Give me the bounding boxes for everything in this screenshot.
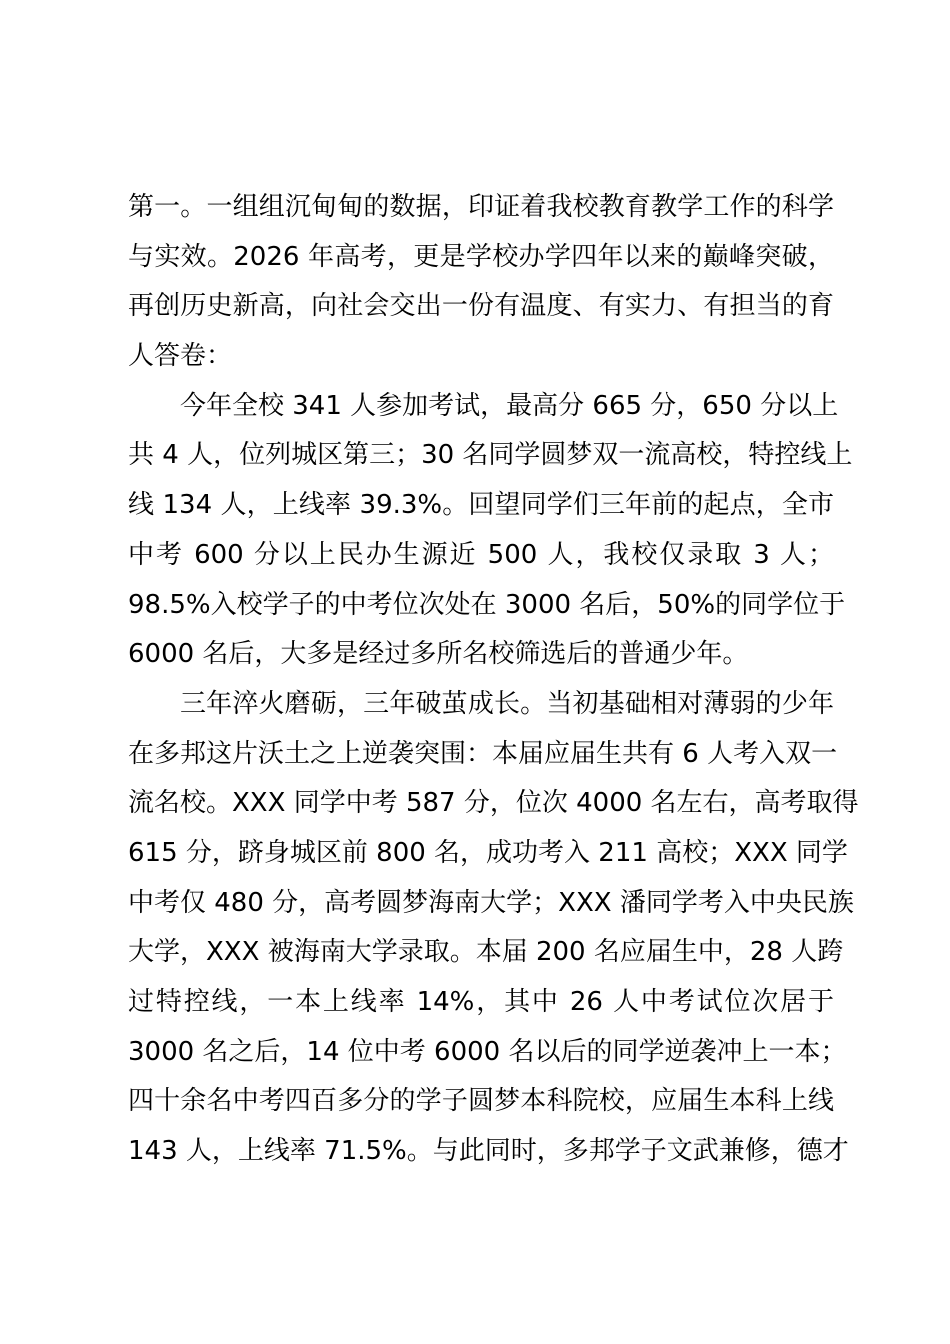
paragraph-3 [128, 680, 859, 1177]
text-line: 143 人，上线率 71.5%。与此同时，多邦学子文武兼修，德才 [128, 1136, 849, 1167]
text-line: 人答卷： [128, 341, 233, 372]
paragraph-1 [128, 183, 834, 382]
text-line: 在多邦这片沃土之上逆袭突围：本届应届生共有 6 人考入双一 [128, 738, 838, 769]
text-line: 今年全校 341 人参加考试，最高分 665 分，650 分以上 [180, 390, 839, 421]
text-line: 线 134 人，上线率 39.3%。回望同学们三年前的起点，全市 [128, 490, 834, 521]
text-line: 再创历史新高，向社会交出一份有温度、有实力、有担当的育 [128, 291, 834, 322]
text-line: 3000 名之后，14 位中考 6000 名以后的同学逆袭冲上一本； [128, 1036, 847, 1067]
text-line: 共 4 人，位列城区第三；30 名同学圆梦双一流高校，特控线上 [128, 440, 853, 471]
text-line: 与实效。2026 年高考，更是学校办学四年以来的巅峰突破， [128, 241, 834, 272]
text-line: 流名校。XXX 同学中考 587 分，位次 4000 名左右，高考取得 [128, 788, 859, 819]
text-line: 中考仅 480 分，高考圆梦海南大学；XXX 潘同学考入中央民族 [128, 887, 854, 918]
paragraph-2 [128, 382, 853, 680]
text-line: 三年淬火磨砺，三年破茧成长。当初基础相对薄弱的少年 [180, 688, 834, 719]
text-line: 中考 600 分以上民办生源近 500 人，我校仅录取 3 人； [128, 539, 834, 570]
text-line: 过特控线，一本上线率 14%，其中 26 人中考试位次居于 [128, 987, 834, 1017]
text-line: 615 分，跻身城区前 800 名，成功考入 211 高校；XXX 同学 [128, 837, 848, 868]
text-line: 98.5%入校学子的中考位次处在 3000 名后，50%的同学位于 [128, 589, 846, 620]
text-line: 大学，XXX 被海南大学录取。本届 200 名应届生中，28 人跨 [128, 937, 844, 968]
document-body [128, 183, 859, 1177]
text-line: 第一。一组组沉甸甸的数据，印证着我校教育教学工作的科学 [128, 192, 834, 222]
text-line: 6000 名后，大多是经过多所名校筛选后的普通少年。 [128, 639, 749, 670]
text-line: 四十余名中考四百多分的学子圆梦本科院校，应届生本科上线 [128, 1086, 834, 1117]
